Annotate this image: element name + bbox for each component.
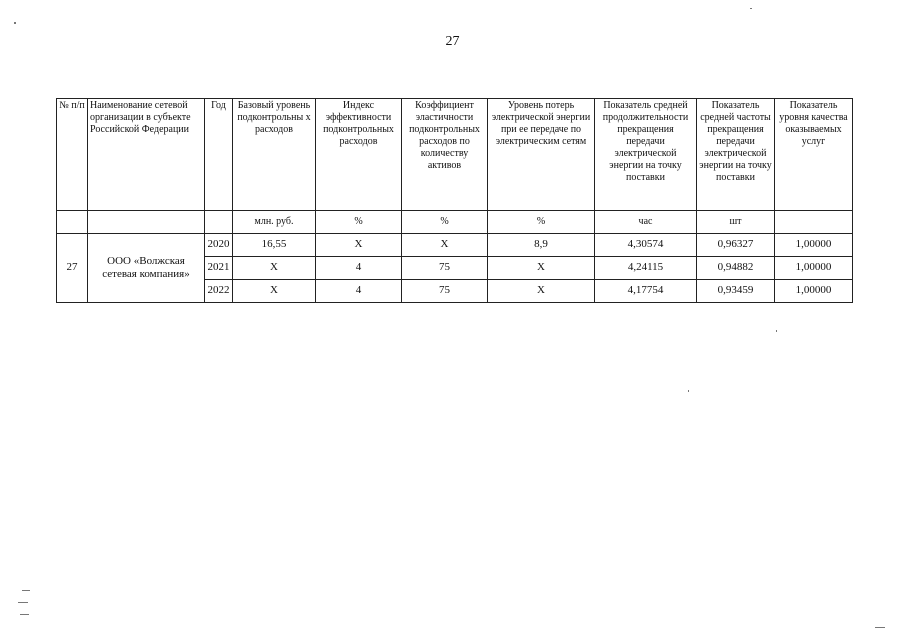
cell-base-level: X (233, 257, 316, 280)
header-efficiency-index: Индекс эффективности подконтрольных расходов (316, 99, 402, 211)
header-losses: Уровень потерь электрической энергии при ее передаче по электрическим сетям (488, 99, 595, 211)
cell-losses: 8,9 (488, 234, 595, 257)
header-quality: Показатель уровня качества оказываемых услуг (775, 99, 853, 211)
unit-efficiency-index: % (316, 211, 402, 234)
cell-year: 2022 (205, 280, 233, 303)
cell-quality: 1,00000 (775, 234, 853, 257)
unit-elasticity: % (402, 211, 488, 234)
cell-losses: X (488, 280, 595, 303)
cell-base-level: X (233, 280, 316, 303)
units-num (57, 211, 88, 234)
scan-speck (875, 627, 885, 628)
unit-frequency: шт (697, 211, 775, 234)
header-elasticity: Коэффициент эластичности подконтрольных расходов по количеству активов (402, 99, 488, 211)
cell-frequency: 0,93459 (697, 280, 775, 303)
organization-name: ООО «Волжская сетевая компания» (88, 234, 205, 303)
units-year (205, 211, 233, 234)
header-frequency: Показатель средней частоты прекращения передачи электрической энергии на точку поставки (697, 99, 775, 211)
header-base-level: Базовый уровень подконтрольны х расходов (233, 99, 316, 211)
cell-efficiency-index: 4 (316, 257, 402, 280)
scan-speck (776, 330, 777, 332)
scan-speck (688, 390, 689, 392)
cell-year: 2020 (205, 234, 233, 257)
unit-quality (775, 211, 853, 234)
cell-duration: 4,17754 (595, 280, 697, 303)
header-org: Наименование сетевой организации в субъекте Российской Федерации (88, 99, 205, 211)
cell-frequency: 0,94882 (697, 257, 775, 280)
cell-elasticity: X (402, 234, 488, 257)
scan-speck (22, 590, 30, 591)
cell-quality: 1,00000 (775, 280, 853, 303)
unit-base-level: млн. руб. (233, 211, 316, 234)
scan-speck (750, 8, 752, 9)
cell-efficiency-index: 4 (316, 280, 402, 303)
unit-duration: час (595, 211, 697, 234)
header-year: Год (205, 99, 233, 211)
unit-losses: % (488, 211, 595, 234)
cell-year: 2021 (205, 257, 233, 280)
row-number: 27 (57, 234, 88, 303)
header-duration: Показатель средней продолжительности прекращения передачи электрической энергии на точку поставки (595, 99, 697, 211)
units-row (57, 211, 853, 234)
scan-speck (20, 614, 29, 615)
cell-base-level: 16,55 (233, 234, 316, 257)
units-org (88, 211, 205, 234)
cell-efficiency-index: X (316, 234, 402, 257)
cell-frequency: 0,96327 (697, 234, 775, 257)
cell-elasticity: 75 (402, 280, 488, 303)
header-row (57, 99, 853, 211)
page-number: 27 (445, 34, 460, 49)
tariff-parameters-table (56, 98, 853, 303)
cell-losses: X (488, 257, 595, 280)
header-num: № п/п (57, 99, 88, 211)
cell-elasticity: 75 (402, 257, 488, 280)
cell-duration: 4,24115 (595, 257, 697, 280)
scan-speck (18, 602, 28, 603)
scan-speck (14, 22, 16, 24)
cell-duration: 4,30574 (595, 234, 697, 257)
cell-quality: 1,00000 (775, 257, 853, 280)
table-row (57, 234, 853, 257)
